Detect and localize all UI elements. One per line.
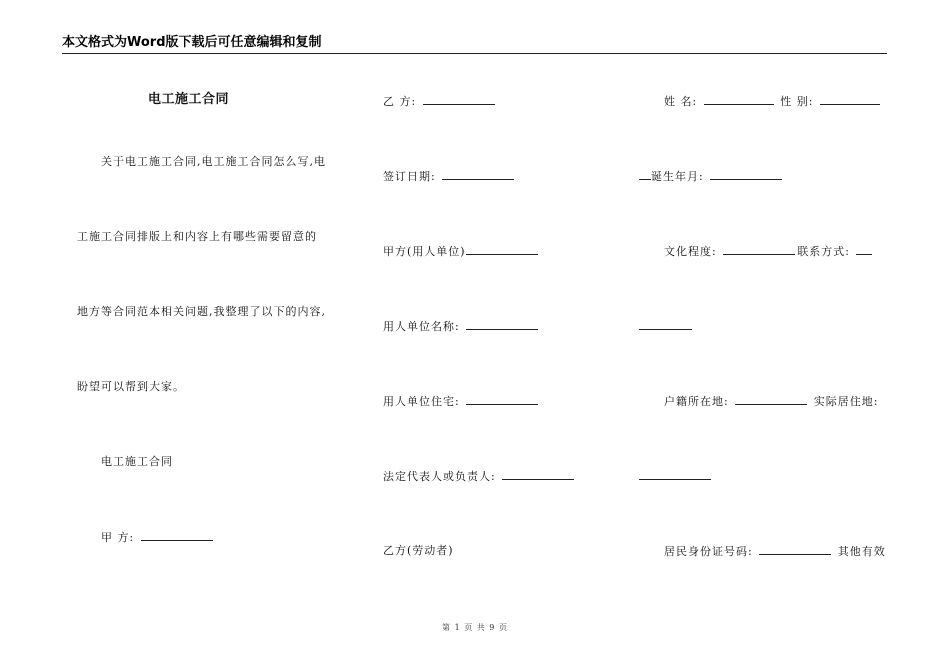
- household-blank: [735, 394, 807, 405]
- birth-blank: [710, 169, 782, 180]
- document-header: 本文格式为Word版下载后可任意编辑和复制: [62, 35, 322, 50]
- gender-blank: [820, 94, 880, 105]
- party-b-worker-label: 乙方(劳动者): [383, 544, 454, 557]
- contact-blank: [856, 244, 872, 255]
- birth-lead-blank: [639, 169, 651, 180]
- party-a-label: 甲 方:: [101, 531, 135, 544]
- header-divider: [62, 53, 887, 54]
- employer-name-blank: [466, 319, 538, 330]
- residence-blank: [639, 469, 711, 480]
- intro-line-3: 地方等合同范本相关问题,我整理了以下的内容,: [77, 305, 326, 318]
- party-a-blank: [141, 530, 213, 541]
- name-label: 姓 名:: [664, 95, 698, 108]
- section-title: 电工施工合同: [101, 455, 173, 468]
- id-label: 居民身份证号码:: [664, 545, 753, 558]
- intro-line-4: 盼望可以帮到大家。: [77, 380, 185, 393]
- employer-address-blank: [466, 394, 538, 405]
- id-blank: [759, 544, 831, 555]
- party-a-employer-label: 甲方(用人单位): [383, 245, 466, 258]
- intro-line-2: 工施工合同排版上和内容上有哪些需要留意的: [77, 230, 317, 243]
- party-a-employer-blank: [466, 244, 538, 255]
- party-b-label: 乙 方:: [383, 95, 417, 108]
- legal-rep-blank: [502, 469, 574, 480]
- residence-label: 实际居住地:: [813, 395, 879, 408]
- education-blank: [723, 244, 795, 255]
- birth-label: 诞生年月:: [651, 170, 704, 183]
- name-blank: [704, 94, 774, 105]
- gender-label: 性 别:: [780, 95, 814, 108]
- education-label: 文化程度:: [664, 245, 717, 258]
- legal-rep-label: 法定代表人或负责人:: [383, 470, 496, 483]
- intro-line-1: 关于电工施工合同,电工施工合同怎么写,电: [101, 155, 326, 168]
- household-label: 户籍所在地:: [664, 395, 729, 408]
- employer-name-label: 用人单位名称:: [383, 320, 460, 333]
- party-b-blank: [423, 94, 495, 105]
- contact-continued-blank: [639, 319, 692, 330]
- doc-title: 电工施工合同: [148, 92, 230, 107]
- page-footer: 第 1 页 共 9 页: [442, 623, 508, 632]
- contact-label: 联系方式:: [797, 245, 850, 258]
- employer-address-label: 用人单位住宅:: [383, 395, 460, 408]
- other-valid-label: 其他有效: [837, 545, 886, 558]
- sign-date-blank: [442, 169, 514, 180]
- sign-date-label: 签订日期:: [383, 170, 436, 183]
